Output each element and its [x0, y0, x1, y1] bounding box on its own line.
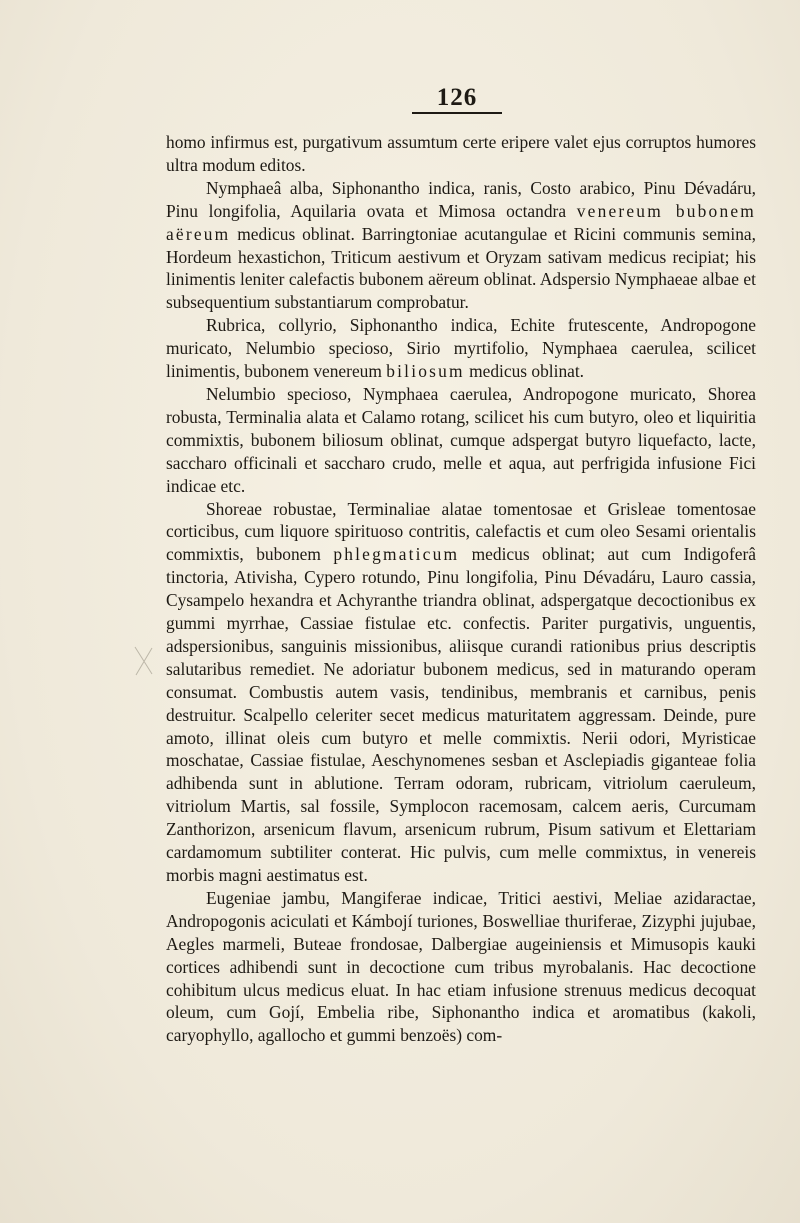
header-rule [412, 112, 502, 114]
pencil-mark-icon [132, 644, 156, 678]
paragraph-5: Shoreae robustae, Terminaliae alatae tomentosae et Grisleae tomentosae corticibus, cum liquore spirituoso contritis, calefactis et cum oleo Sesami orientalis commixtis, bubonem phlegmaticum medicus oblinat; aut cum Indigoferâ tinctoria, Ativisha, Cypero rotundo, Pinu longifolia, Pinu Dévadáru, Lauro cassia, Cysampelo hexandra et Achyranthe triandra oblinat, adspergatque decoctionibus ex gummi myrrhae, Cassiae fistulae etc. confectis. Pariter purgativis, unguentis, adspersionibus, sanguinis missionibus, aliisque curandi rationibus prius descriptis salutaribus remediet. Ne adoriatur bubonem medicus, sed in maturando operam consumat. Combustis autem vasis, tendinibus, membranis et carnibus, penis destruitur. Scalpello celeriter secet medicus maturitatem aggressam. Deinde, pure amoto, illinat oleis cum butyro et melle commixtis. Nerii odori, Myristicae moschatae, Cassiae fistulae, Aeschynomenes sesban et Asclepiadis giganteae folia adhibenda sunt in ablutione. Terram odoram, rubricam, vitriolum caeruleum, vitriolum Martis, sal fossile, Symplocon racemosam, calcem aeris, Curcumam Zanthorizon, arsenicum flavum, arsenicum rubrum, Pisum sativum et Elettariam cardamomum subtiliter conterat. Hic pulvis, cum melle commixtus, in venereis morbis magni aestimatus est. [166, 498, 756, 885]
paragraph-2: Nymphaeâ alba, Siphonantho indica, ranis, Costo arabico, Pinu Dévadáru, Pinu longifolia, Aquilaria ovata et Mimosa octandra venereum bubonem aëreum medicus oblinat. Barringtoniae acutangulae et Ricini communis semina, Hordeum hexastichon, Triticum aestivum et Oryzam sativam medicus recipiat; his linimentis leniter calefactis bubonem aëreum oblinat. Adspersio Nymphaeae albae et subsequentium substantiarum comprobatur. [166, 177, 756, 313]
emphasis-spaced: phlegmaticum [333, 544, 460, 565]
paragraph-6: Eugeniae jambu, Mangiferae indicae, Tritici aestivi, Meliae azidaractae, Andropogonis aciculati et Kámbojí turiones, Boswelliae thuriferae, Zizyphi jujubae, Aegles marmeli, Buteae frondosae, Dalbergiae augeiniensis et Mimusopis kauki cortices adhibendi sunt in decoctione cum tribus myrobalanis. Hac decoctione cohibitum ulcus medicus eluat. In hac etiam infusione strenuus medicus decoquat oleum, cum Gojí, Embelia ribe, Siphonantho indica et aromatibus (kakoli, caryophyllo, agallocho et gummi benzoës) com- [166, 887, 756, 1046]
body-text [166, 131, 756, 1047]
emphasis-spaced: biliosum [386, 361, 465, 382]
emphasis-spaced: venereum bubonem aëreum [166, 200, 756, 244]
paragraph-1: homo infirmus est, purgativum assumtum certe eripere valet ejus corruptos humores ultra modum editos. [166, 132, 756, 175]
paragraph-3: Rubrica, collyrio, Siphonantho indica, Echite frutescente, Andropogone muricato, Nelumbio specioso, Sirio myrtifolio, Nymphaea caerulea, scilicet linimentis, bubonem venereum biliosum medicus oblinat. [166, 315, 756, 382]
page-number: 126 [436, 84, 478, 111]
paragraph-4: Nelumbio specioso, Nymphaea caerulea, Andropogone muricato, Shorea robusta, Terminalia alata et Calamo rotang, scilicet his cum butyro, oleo et liquiritia commixtis, bubonem biliosum oblinat, cumque adspergat butyro liquefacto, lacte, saccharo officinali et saccharo crudo, melle et aqua, aut perfrigida infusione Fici indicae etc. [166, 383, 756, 496]
